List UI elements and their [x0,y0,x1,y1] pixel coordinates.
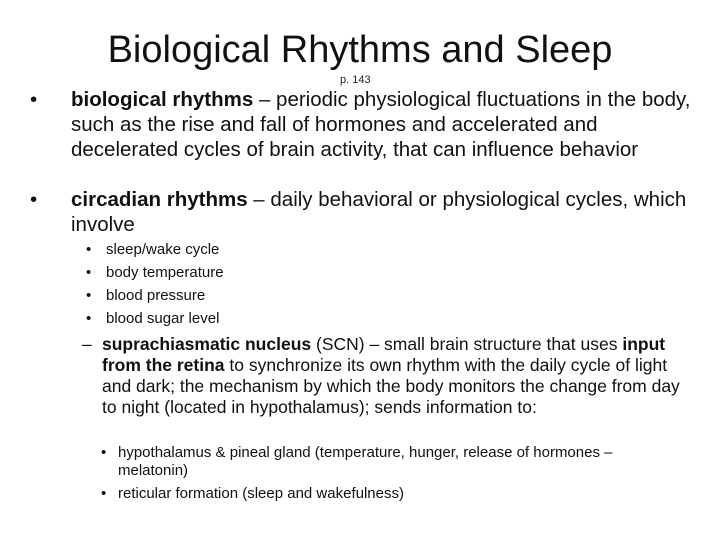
bullet-marker: • [101,444,107,461]
list-item-text: body temperature [106,264,224,281]
dash-item-scn [82,334,682,418]
bullet-marker: • [30,188,38,211]
list-item [101,444,661,480]
list-item [86,310,646,328]
scn-emphasis: input from the retina [102,334,666,375]
list-item [101,485,661,503]
definition-biological-rhythms: – periodic physiological fluctuations in the body, such as the rise and fall of hormones and accelerated and decelerated cycles of brain activity, that can influence behavior [71,88,691,161]
page-reference: p. 143 [340,74,371,86]
term-scn: suprachiasmatic nucleus [102,334,312,354]
bullet-marker: • [86,287,92,304]
bullet-biological-rhythms [30,87,700,162]
bullet-marker: • [101,485,107,502]
bullet-text [71,87,700,162]
dash-item-text [102,334,682,418]
list-item-text: blood pressure [106,287,206,304]
scn-text-b: to synchronize its own rhythm with the daily cycle of light and dark; the mechanism by which the body monitors the change from day to night (located in hypothalamus); sends information to: [102,355,680,417]
bullet-marker: • [30,88,38,111]
term-circadian-rhythms: circadian rhythms [71,188,248,211]
list-item [86,241,646,259]
list-item-text: reticular formation (sleep and wakefulness) [118,485,404,502]
slide-title: Biological Rhythms and Sleep [107,29,613,71]
bullet-text [71,187,700,237]
list-item-text: sleep/wake cycle [106,241,220,258]
list-item-text: hypothalamus & pineal gland (temperature, hunger, release of hormones – melatonin) [118,444,613,479]
list-item [86,287,646,305]
list-item-text: blood sugar level [106,310,220,327]
dash-marker: – [82,334,92,354]
definition-circadian-rhythms: – daily behavioral or physiological cycles, which involve [71,188,687,236]
bullet-marker: • [86,241,92,258]
list-item [86,264,646,282]
bullet-marker: • [86,264,92,281]
scn-text-a: (SCN) – small brain structure that uses [311,334,623,354]
bullet-marker: • [86,310,92,327]
bullet-circadian-rhythms [30,187,700,237]
term-biological-rhythms: biological rhythms [71,88,254,111]
